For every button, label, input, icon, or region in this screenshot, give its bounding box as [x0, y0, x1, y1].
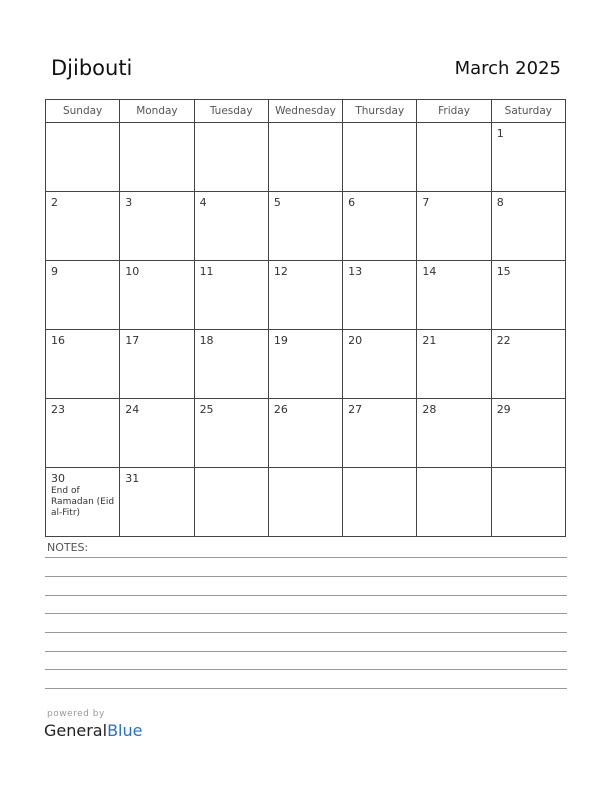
calendar-grid — [45, 99, 566, 537]
day-number: 25 — [199, 403, 214, 416]
day-cell — [46, 123, 120, 192]
day-cell — [268, 192, 342, 261]
day-cell — [491, 468, 565, 537]
note-line — [45, 576, 567, 577]
day-cell — [343, 330, 417, 399]
day-number: 10 — [125, 265, 140, 278]
note-line — [45, 669, 567, 670]
day-number: 12 — [273, 265, 288, 278]
day-cell — [194, 123, 268, 192]
day-cell — [46, 399, 120, 468]
day-number: 16 — [51, 334, 65, 347]
week-row — [46, 468, 566, 537]
day-cell — [120, 123, 194, 192]
day-number: 28 — [422, 403, 437, 416]
brand-logo — [44, 721, 142, 740]
day-cell — [343, 123, 417, 192]
day-number: 19 — [273, 334, 288, 347]
day-cell — [343, 468, 417, 537]
day-number: 30 — [51, 472, 65, 485]
day-number: 3 — [125, 196, 133, 209]
weekday-friday: Friday — [417, 100, 491, 123]
day-number: 1 — [496, 127, 504, 140]
week-row — [46, 399, 566, 468]
day-cell — [343, 261, 417, 330]
holiday-label: End of Ramadan (Eid al-Fitr) — [51, 486, 115, 518]
day-cell — [491, 192, 565, 261]
day-number: 31 — [125, 472, 140, 485]
day-number: 26 — [273, 403, 288, 416]
day-cell — [194, 399, 268, 468]
day-number: 4 — [199, 196, 207, 209]
day-cell — [46, 192, 120, 261]
day-cell — [417, 399, 491, 468]
day-number: 6 — [348, 196, 356, 209]
day-cell — [268, 330, 342, 399]
day-cell — [120, 468, 194, 537]
day-number: 7 — [422, 196, 430, 209]
day-cell — [417, 261, 491, 330]
day-cell — [491, 123, 565, 192]
day-number: 17 — [125, 334, 140, 347]
country-title: Djibouti — [51, 56, 133, 80]
day-cell — [194, 468, 268, 537]
day-cell — [417, 330, 491, 399]
day-cell — [46, 261, 120, 330]
notes-label: NOTES: — [47, 541, 89, 554]
day-cell — [194, 330, 268, 399]
note-line — [45, 632, 567, 633]
day-cell — [417, 468, 491, 537]
day-number: 11 — [199, 265, 214, 278]
day-number: 18 — [199, 334, 214, 347]
weekday-thursday: Thursday — [343, 100, 417, 123]
week-row — [46, 123, 566, 192]
day-cell — [491, 399, 565, 468]
day-cell — [268, 123, 342, 192]
day-cell — [120, 192, 194, 261]
day-number: 15 — [496, 265, 511, 278]
note-line — [45, 557, 567, 558]
day-cell — [268, 468, 342, 537]
day-number: 27 — [348, 403, 363, 416]
week-row — [46, 261, 566, 330]
day-cell — [343, 192, 417, 261]
brand-blue: Blue — [107, 721, 143, 740]
day-cell — [343, 399, 417, 468]
day-number: 21 — [422, 334, 437, 347]
day-cell — [194, 261, 268, 330]
day-number: 5 — [273, 196, 281, 209]
month-title: March 2025 — [454, 58, 561, 79]
day-number: 24 — [125, 403, 140, 416]
day-cell — [194, 192, 268, 261]
day-number: 2 — [51, 196, 58, 209]
day-number: 9 — [51, 265, 58, 278]
day-number: 29 — [496, 403, 511, 416]
day-cell — [491, 261, 565, 330]
brand-general: General — [44, 721, 108, 740]
day-cell — [46, 330, 120, 399]
day-number: 22 — [496, 334, 511, 347]
day-cell — [120, 330, 194, 399]
day-number: 13 — [348, 265, 363, 278]
day-cell — [268, 399, 342, 468]
day-cell — [268, 261, 342, 330]
weekday-monday: Monday — [120, 100, 194, 123]
note-line — [45, 651, 567, 652]
weekday-tuesday: Tuesday — [194, 100, 268, 123]
day-cell — [417, 123, 491, 192]
day-cell — [120, 261, 194, 330]
powered-by-text: powered by — [47, 709, 105, 719]
weekday-saturday: Saturday — [491, 100, 565, 123]
note-line — [45, 613, 567, 614]
week-row — [46, 192, 566, 261]
day-number: 8 — [496, 196, 504, 209]
day-number: 14 — [422, 265, 437, 278]
note-line — [45, 595, 567, 596]
weekday-wednesday: Wednesday — [268, 100, 342, 123]
week-row — [46, 330, 566, 399]
weekday-sunday: Sunday — [46, 100, 120, 123]
day-number: 23 — [51, 403, 65, 416]
day-cell — [491, 330, 565, 399]
day-cell — [120, 399, 194, 468]
day-number: 20 — [348, 334, 363, 347]
weekday-header-row — [46, 100, 566, 123]
note-line — [45, 688, 567, 689]
day-cell — [46, 468, 120, 537]
day-cell — [417, 192, 491, 261]
